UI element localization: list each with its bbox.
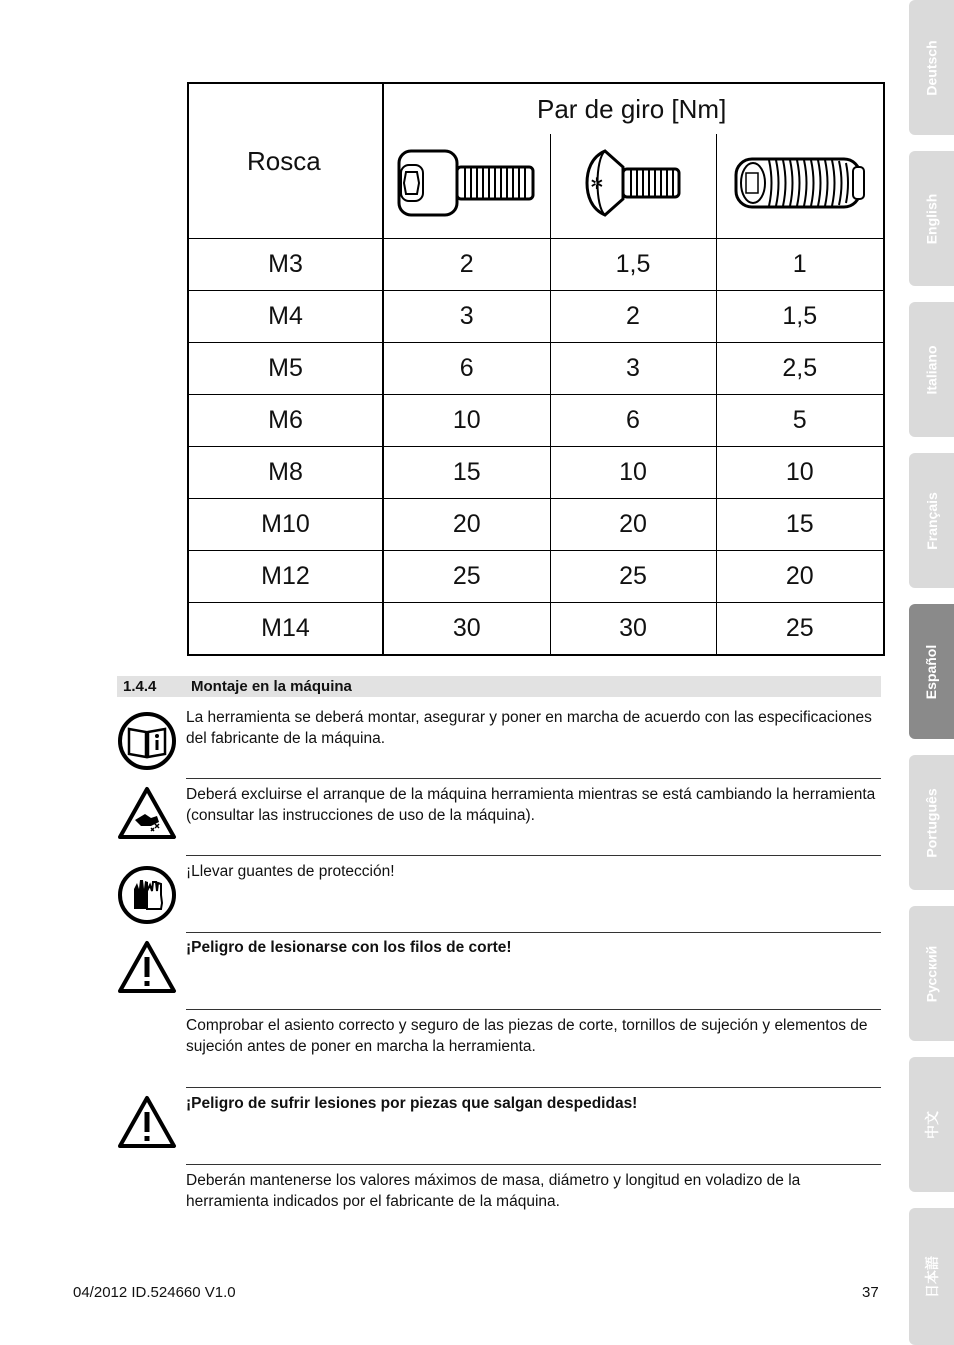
warning-icon bbox=[117, 940, 177, 994]
torque-set-screw: 15 bbox=[716, 499, 884, 551]
thread-size: M10 bbox=[188, 499, 383, 551]
thread-size: M4 bbox=[188, 291, 383, 343]
torque-set-screw: 10 bbox=[716, 447, 884, 499]
section-title: Montaje en la máquina bbox=[191, 678, 352, 695]
lang-tab-japanese[interactable] bbox=[909, 1208, 954, 1345]
lang-tab-espanol[interactable] bbox=[909, 604, 954, 739]
table-row bbox=[188, 499, 884, 551]
thread-size: M6 bbox=[188, 395, 383, 447]
lang-tab-label: 日本語 bbox=[923, 1255, 940, 1298]
torque-set-screw: 2,5 bbox=[716, 343, 884, 395]
torque-countersunk: 3 bbox=[550, 343, 716, 395]
table-row bbox=[188, 447, 884, 499]
page-number: 37 bbox=[862, 1284, 879, 1301]
lang-tab-label: Русский bbox=[923, 945, 940, 1002]
paragraph-check-seat: Comprobar el asiento correcto y seguro de las piezas de corte, tornillos de sujeción y elementos de sujeción antes de poner en marcha la herramienta. bbox=[186, 1017, 868, 1055]
lang-tab-label: Español bbox=[923, 644, 940, 699]
thread-size: M8 bbox=[188, 447, 383, 499]
torque-cap-screw: 25 bbox=[383, 551, 550, 603]
lang-tab-italiano[interactable] bbox=[909, 302, 954, 437]
thread-size: M5 bbox=[188, 343, 383, 395]
torque-set-screw: 5 bbox=[716, 395, 884, 447]
lang-tab-label: Italiano bbox=[923, 344, 940, 395]
section-header bbox=[117, 676, 881, 697]
torque-set-screw: 1,5 bbox=[716, 291, 884, 343]
torque-set-screw: 1 bbox=[716, 239, 884, 291]
socket-head-cap-screw-icon bbox=[397, 147, 537, 219]
countersunk-screw-icon-cell bbox=[550, 134, 716, 239]
thread-size: M12 bbox=[188, 551, 383, 603]
divider bbox=[186, 932, 881, 933]
paragraph-machine-start: Deberá excluirse el arranque de la máquina herramienta mientras se está cambiando la herramienta (consultar las instrucciones de uso de la máquina). bbox=[186, 786, 876, 824]
set-screw-icon-cell bbox=[716, 134, 884, 239]
lang-tab-label: Deutsch bbox=[923, 39, 940, 96]
torque-countersunk: 20 bbox=[550, 499, 716, 551]
torque-cap-screw: 15 bbox=[383, 447, 550, 499]
torque-set-screw: 25 bbox=[716, 603, 884, 656]
torque-countersunk: 1,5 bbox=[550, 239, 716, 291]
paragraph-flying-parts-danger: ¡Peligro de sufrir lesiones por piezas que salgan despedidas! bbox=[186, 1095, 638, 1112]
document-id: 04/2012 ID.524660 V1.0 bbox=[73, 1284, 236, 1301]
thread-header bbox=[188, 83, 383, 239]
divider bbox=[186, 778, 881, 779]
section-number: 1.4.4 bbox=[123, 678, 157, 695]
cap-screw-icon-cell bbox=[383, 134, 550, 239]
lang-tab-label: Português bbox=[923, 787, 940, 858]
thread-header-label: Rosca bbox=[247, 145, 321, 176]
paragraph-max-values: Deberán mantenerse los valores máximos de masa, diámetro y longitud en voladizo de la herramienta indicados por el fabricante de la máquina. bbox=[186, 1172, 801, 1210]
torque-countersunk: 2 bbox=[550, 291, 716, 343]
table-row bbox=[188, 395, 884, 447]
torque-cap-screw: 3 bbox=[383, 291, 550, 343]
lang-tab-chinese[interactable] bbox=[909, 1057, 954, 1192]
divider bbox=[186, 855, 881, 856]
table-row bbox=[188, 551, 884, 603]
countersunk-torx-screw-icon bbox=[583, 147, 683, 219]
lang-tab-russian[interactable] bbox=[909, 906, 954, 1041]
read-manual-icon bbox=[117, 711, 177, 771]
torque-header bbox=[383, 83, 884, 134]
paragraph-mount-tool: La herramienta se deberá montar, asegurar y poner en marcha de acuerdo con las especificaciones del fabricante de la máquina. bbox=[186, 709, 872, 747]
protective-gloves-icon bbox=[117, 865, 177, 925]
table-row bbox=[188, 291, 884, 343]
lang-tab-deutsch[interactable] bbox=[909, 0, 954, 135]
thread-size: M3 bbox=[188, 239, 383, 291]
grub-set-screw-icon bbox=[733, 153, 867, 213]
torque-cap-screw: 6 bbox=[383, 343, 550, 395]
torque-countersunk: 6 bbox=[550, 395, 716, 447]
svg-text:✲: ✲ bbox=[590, 173, 604, 193]
hand-injury-warning-icon bbox=[117, 786, 177, 840]
divider bbox=[186, 1009, 881, 1010]
lang-tab-label: English bbox=[923, 193, 940, 244]
lang-tab-francais[interactable] bbox=[909, 453, 954, 588]
lang-tab-portugues[interactable] bbox=[909, 755, 954, 890]
table-row bbox=[188, 343, 884, 395]
torque-cap-screw: 30 bbox=[383, 603, 550, 656]
table-row bbox=[188, 239, 884, 291]
lang-tab-label: 中文 bbox=[923, 1110, 940, 1139]
divider bbox=[186, 1164, 881, 1165]
torque-set-screw: 20 bbox=[716, 551, 884, 603]
warning-icon bbox=[117, 1095, 177, 1149]
torque-countersunk: 10 bbox=[550, 447, 716, 499]
torque-cap-screw: 10 bbox=[383, 395, 550, 447]
torque-header-label: Par de giro [Nm] bbox=[537, 93, 727, 124]
divider bbox=[186, 1087, 881, 1088]
torque-countersunk: 30 bbox=[550, 603, 716, 656]
lang-tab-english[interactable] bbox=[909, 151, 954, 286]
torque-table bbox=[187, 82, 885, 656]
thread-size: M14 bbox=[188, 603, 383, 656]
torque-countersunk: 25 bbox=[550, 551, 716, 603]
table-row bbox=[188, 603, 884, 656]
lang-tab-label: Français bbox=[923, 491, 940, 550]
torque-cap-screw: 20 bbox=[383, 499, 550, 551]
torque-cap-screw: 2 bbox=[383, 239, 550, 291]
paragraph-gloves: ¡Llevar guantes de protección! bbox=[186, 863, 395, 880]
paragraph-cutting-edge-danger: ¡Peligro de lesionarse con los filos de corte! bbox=[186, 939, 512, 956]
